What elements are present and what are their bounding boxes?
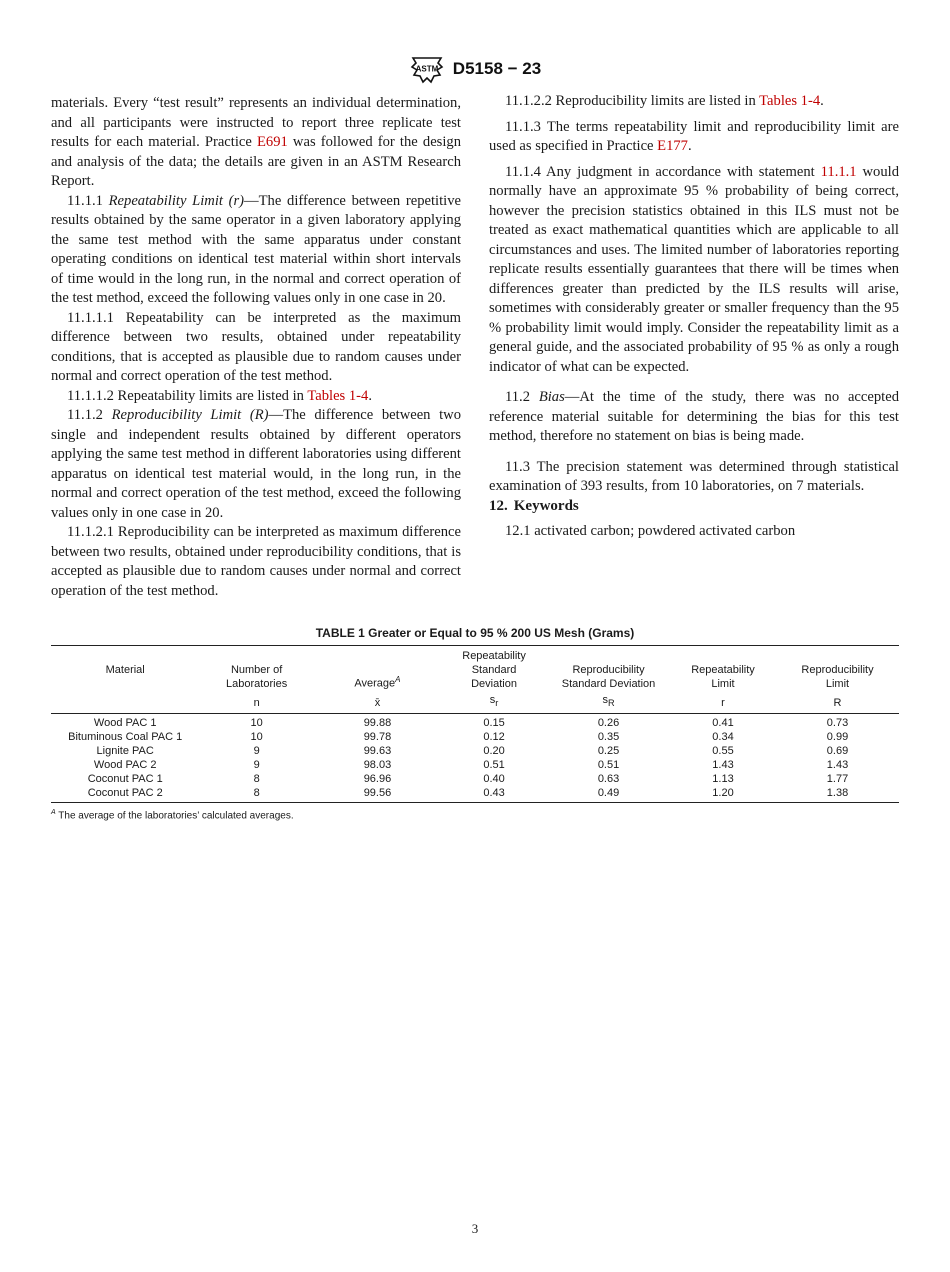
astm-logo-icon [409,54,445,84]
paragraph-11-2: 11.2 Bias—At the time of the study, there was no accepted reference material suitable for determining the bias for this test method, therefore no statement on bias is being made. [489,389,899,444]
svg-text:ASTM: ASTM [415,64,439,74]
symbol-sr: $s_r$ [441,691,547,714]
col-header-repeatability-sd: Repeatability Standard Deviation [441,646,547,692]
col-header-repeatability-limit: Repeatability Limit [670,646,776,692]
table-row: Wood PAC 1 10 99.88 0.15 0.26 0.41 0.73 [93,717,849,730]
table-footnote: $^A$ The average of the laboratories’ calculated averages. [51,809,294,822]
table-header-row [51,646,899,692]
paragraph-11-1-2: 11.1.2 Reproducibility Limit (R)—The difference between two single and independent results obtained by different operators applying the same test method in different laboratories using different apparatus on identical test material would, in the long run, in the normal and correct operation of the test method, exceed the following values only in one case in 20. [51,407,461,521]
paragraph-11-1-3: 11.1.3 The terms repeatability limit and reproducibility limit are used as specified in Practice E177. [489,118,899,154]
symbol-sR: $s_R$ [547,691,670,714]
link-11-1-1[interactable]: 11.1.1 [820,163,857,180]
symbol-n: n [199,691,313,714]
col-header-reproducibility-sd: Reproducibility Standard Deviation [547,646,670,692]
page-header [0,54,950,84]
precision-table [51,645,899,803]
link-e177[interactable]: E177 [657,138,688,154]
link-tables-1-4[interactable]: Tables 1-4 [759,93,821,109]
left-column [51,94,461,601]
symbol-R: R [776,691,899,714]
section-heading-keywords: 12. Keywords [489,497,579,514]
paragraph-12-1: 12.1 activated carbon; powdered activated carbon [505,523,796,539]
col-header-average: Average$^A$ [314,646,441,692]
col-header-reproducibility-limit: Reproducibility Limit [776,646,899,692]
table-symbol-row [51,691,899,714]
table-1 [51,626,899,822]
paragraph: materials. Every “test result” represents an individual determination, and all participants were instructed to report three replicate test results for each material. Practice E691 was followed for the design and analysis of the data; the details are given in an ASTM Research Report. [51,95,461,189]
link-tables-1-4[interactable]: Tables 1-4 [307,387,369,404]
page-number: 3 [471,1221,479,1236]
paragraph-11-1-2-1: 11.1.2.1 Reproducibility can be interpreted as maximum difference between two results, obtained under reproducibility conditions, that is accepted as plausible due to random causes under normal and correct operation of the test method. [51,524,461,599]
paragraph-11-1-1-2: 11.1.1.2 Repeatability limits are listed in Tables 1-4. [67,387,372,404]
table-row: Bituminous Coal PAC 1 10 99.78 0.12 0.35 0.34 0.99 [68,731,849,744]
right-column [489,92,899,542]
link-e691[interactable]: E691 [256,134,288,150]
table-row: Wood PAC 2 9 98.03 0.51 0.51 1.43 1.43 [93,759,849,772]
symbol-r: r [670,691,776,714]
table-row: Lignite PAC 9 99.63 0.20 0.25 0.55 0.69 [96,745,849,758]
table-row: Coconut PAC 2 8 99.56 0.43 0.49 1.20 1.38 [51,786,899,803]
paragraph-11-1-1-1: 11.1.1.1 Repeatability can be interpreted as the maximum difference between two results, obtained under repeatability conditions, that is accepted as plausible due to random causes under normal and correct operation of the test method. [51,309,461,384]
table-row: Coconut PAC 1 8 96.96 0.40 0.63 1.13 1.77 [87,773,849,786]
col-header-material: Material [51,646,199,692]
table-title: TABLE 1 Greater or Equal to 95 % 200 US Mesh (Grams) [315,626,635,640]
paragraph-11-3: 11.3 The precision statement was determined through statistical examination of 393 results, from 10 laboratories, on 7 materials. [489,458,899,494]
paragraph-11-1-2-2: 11.1.2.2 Reproducibility limits are listed in Tables 1-4. [505,93,824,109]
col-header-num-labs: Number of Laboratories [199,646,313,692]
symbol-xbar: x̄ [314,691,441,714]
paragraph-11-1-1: 11.1.1 Repeatability Limit (r)—The difference between repetitive results obtained by the same operator in a given laboratory applying the same test method with the same apparatus under constant operating conditions on identical test material within short intervals of time would in the long run, in the normal and correct operation of the test method, exceed the following values only in one case in 20. [51,192,461,306]
document-designation: D5158 − 23 [452,59,542,78]
paragraph-11-1-4: 11.1.4 Any judgment in accordance with statement 11.1.1 would normally have an approximate 95 % probability of being correct, however the precision statistics obtained in this ILS must not be treated as exact mathematical quantities which are applicable to all circumstances and uses. The limited number of laboratories reporting replicate results essentially guarantees that there will be times when differences greater than predicted by the ILS results will arise, sometimes with considerably greater or smaller frequency than the 95 % probability limit would imply. Consider the repeatability limit as a general guide, and the associated probability of 95 % as only a rough indicator of what can be expected. [489,163,899,375]
